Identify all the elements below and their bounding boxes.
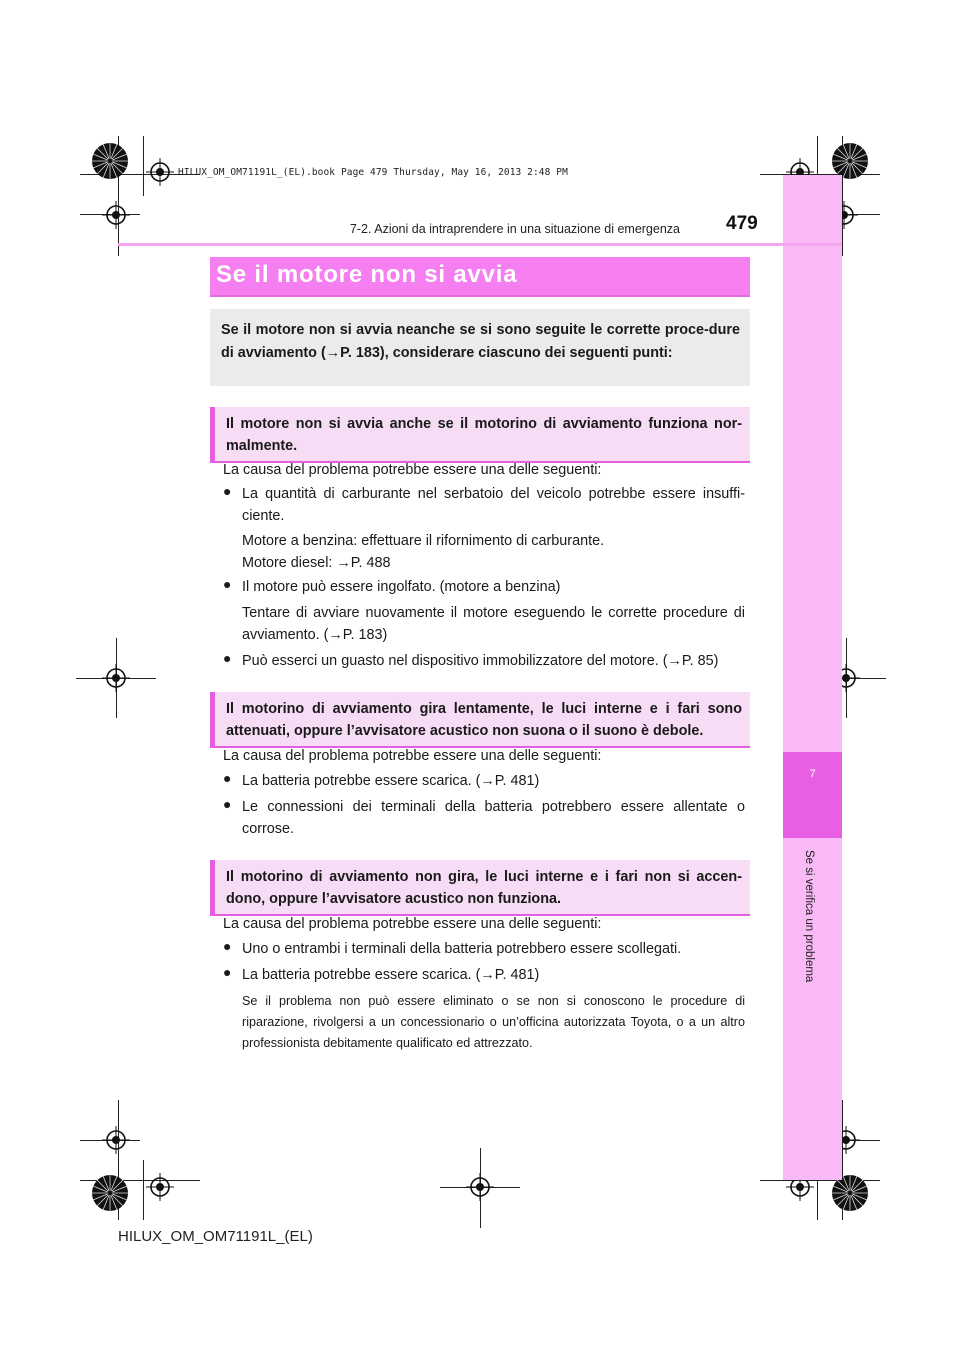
page-number: 479 [726,213,758,234]
footer-code: HILUX_OM_OM71191L_(EL) [118,1228,313,1245]
list-item-text: La batteria potrebbe essere scarica. (→P. 481) [242,967,540,983]
starburst-disc-icon [90,141,130,181]
chapter-tab-active [783,752,842,838]
page-title: Se il motore non si avvia [216,261,518,288]
bullet-icon: ● [223,650,232,666]
list-item-text: La batteria potrebbe essere scarica. (→P. 481) [242,773,540,789]
bullet-icon: ● [223,938,232,954]
detail-text: Motore diesel: →P. 488 [242,555,391,571]
list-item-text: Il motore può essere ingolfato. (motore a benzina) [242,579,561,595]
chapter-number: 7 [809,768,816,780]
starburst-disc-icon [90,1173,130,1213]
list-item-text: Le connessioni dei terminali della batteria potrebbero essere allentate o corrose. [242,799,745,837]
registration-mark-icon [102,1126,130,1154]
section-lead-3: La causa del problema potrebbe essere una delle seguenti: [223,916,602,932]
section-lead-1: La causa del problema potrebbe essere una delle seguenti: [223,462,602,478]
detail-text: Motore a benzina: effettuare il rifornimento di carburante. [242,533,605,549]
list-item-text: La quantità di carburante nel serbatoio del veicolo potrebbe essere insuffi-ciente. [242,486,745,524]
bullet-icon: ● [223,770,232,786]
bullet-icon: ● [223,483,232,499]
section-lead-2: La causa del problema potrebbe essere una delle seguenti: [223,748,602,764]
chapter-tab [783,175,842,1180]
note-text: Se il problema non può essere eliminato o se non si conoscono le procedure di riparazione, rivolgersi a un concessionario o un’officina autorizzata Toyota, o a un altro professionista debitamente qualificato ed attrezzato. [242,994,745,1050]
list-item-text: Può esserci un guasto nel dispositivo immobilizzatore del motore. (→P. 85) [242,653,719,669]
print-info: HILUX_OM_OM71191L_(EL).book Page 479 Thursday, May 16, 2013 2:48 PM [178,167,568,178]
intro-box: Se il motore non si avvia neanche se si sono seguite le corrette proce-dure di avviamento (→P. 183), considerare ciascuno dei seguenti punti: [210,309,750,386]
section-heading-2: Il motorino di avviamento gira lentamente, le luci interne e i fari sono attenuati, oppure l’avvisatore acustico non suona o il suono è debole. [210,692,750,748]
registration-mark-icon [466,1173,494,1201]
section-heading-3: Il motorino di avviamento non gira, le luci interne e i fari non si accen-dono, oppure l’avvisatore acustico non funziona. [210,860,750,916]
registration-mark-icon [146,1173,174,1201]
chapter-label: Se si verifica un problema [803,850,815,983]
bullet-icon: ● [223,796,232,812]
registration-mark-icon [146,158,174,186]
bullet-icon: ● [223,576,232,592]
registration-mark-icon [102,664,130,692]
bullet-icon: ● [223,964,232,980]
detail-text: Tentare di avviare nuovamente il motore eseguendo le corrette procedure di avviamento. (→P. 183) [242,605,745,643]
section-heading-1: Il motore non si avvia anche se il motorino di avviamento funziona nor-malmente. [210,407,750,463]
list-item-text: Uno o entrambi i terminali della batteria potrebbero essere scollegati. [242,941,682,957]
header-rule [118,243,842,246]
registration-mark-icon [102,201,130,229]
section-title: 7-2. Azioni da intraprendere in una situazione di emergenza [349,222,680,236]
